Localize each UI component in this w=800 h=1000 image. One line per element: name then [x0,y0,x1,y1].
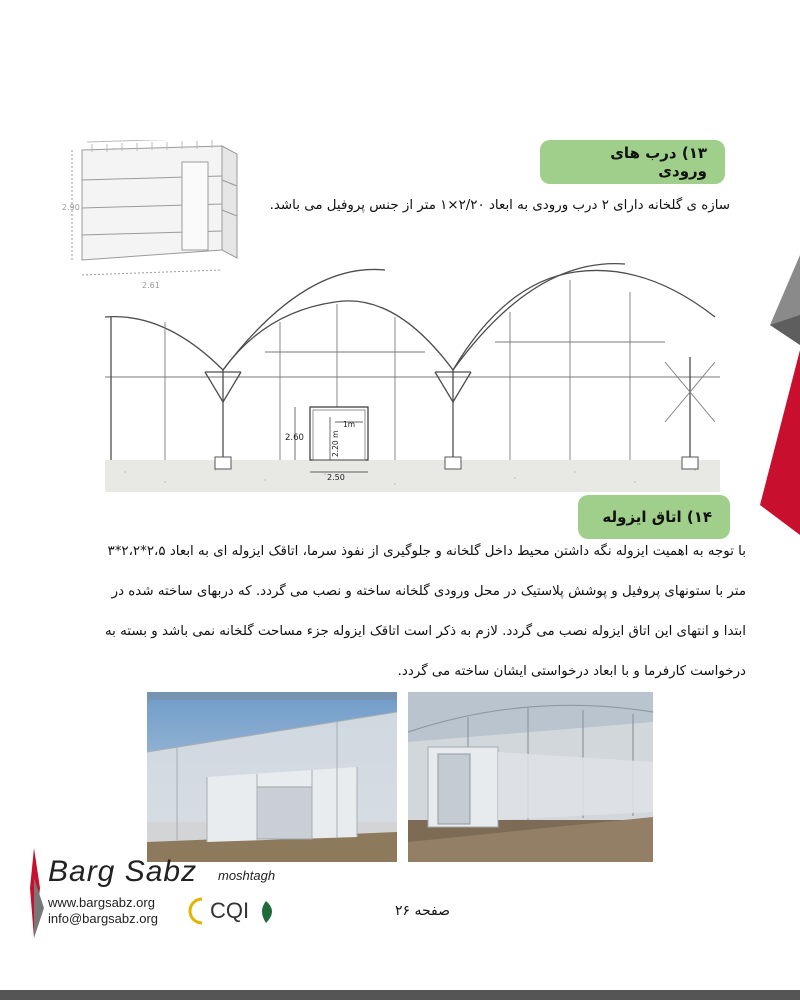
section-13-body: سازه ی گلخانه دارای ۲ درب ورودی به ابعاد ۲/۲۰×۱ متر از جنس پروفیل می باشد. [269,198,730,213]
brand-leaf-logo [22,848,46,938]
para-line: درخواست کارفرما و با ابعاد درخواستی ایشان ساخته می گردد. [397,664,746,679]
section-14-heading-text: ۱۴) اتاق ایزوله [602,508,712,526]
greenhouse-door-drawing [105,262,720,492]
cqi-text: CQI [210,898,250,923]
edge-ribbon-decoration [760,255,800,535]
para-line: با توجه به اهمیت ایزوله نگه داشتن محیط داخل گلخانه و جلوگیری از نفوذ سرما، اتاقک ایزوله ای به ابعاد ۲،۵*۲،۲*۳ [107,544,746,559]
page-number: صفحه ۲۶ [394,903,450,919]
door-width-label: 1m [343,420,356,429]
section-14-paragraph [38,541,746,683]
brand-name [48,855,197,889]
iso-height-label: 2.90 [62,203,80,212]
section-14-heading [578,495,730,539]
cqi-certification-logo [188,895,278,927]
website-link[interactable]: www.bargsabz.org [48,895,155,910]
isolation-room-photo-right [408,692,653,862]
footer-bar [0,990,800,1000]
iso-depth-label: 2.61 [142,281,160,290]
para-line: ابتدا و انتهای این اتاق ایزوله نصب می گردد. لازم به ذکر است اتاقک ایزوله جزء مساحت گلخانه نمی باشد و بسته به [104,624,746,639]
door-base-width-label: 2.50 [327,473,345,482]
para-line: متر با ستونهای پروفیل و پوشش پلاستیک در محل ورودی گلخانه ساخته و نصب می گردد. که دربهای ساخته شده در [111,584,746,599]
section-13-heading-text: ۱۳) درب های ورودی [610,144,707,180]
email-link[interactable]: info@bargsabz.org [48,911,159,926]
brand-subtitle: moshtagh [218,868,276,883]
section-13-heading [540,140,725,184]
isolation-room-photo-left [147,692,397,862]
brand-name-text: Barg Sabz [48,855,198,888]
door-height-label: 2.60 [285,433,304,443]
door-inner-height-label: 2.20 m [331,430,340,457]
